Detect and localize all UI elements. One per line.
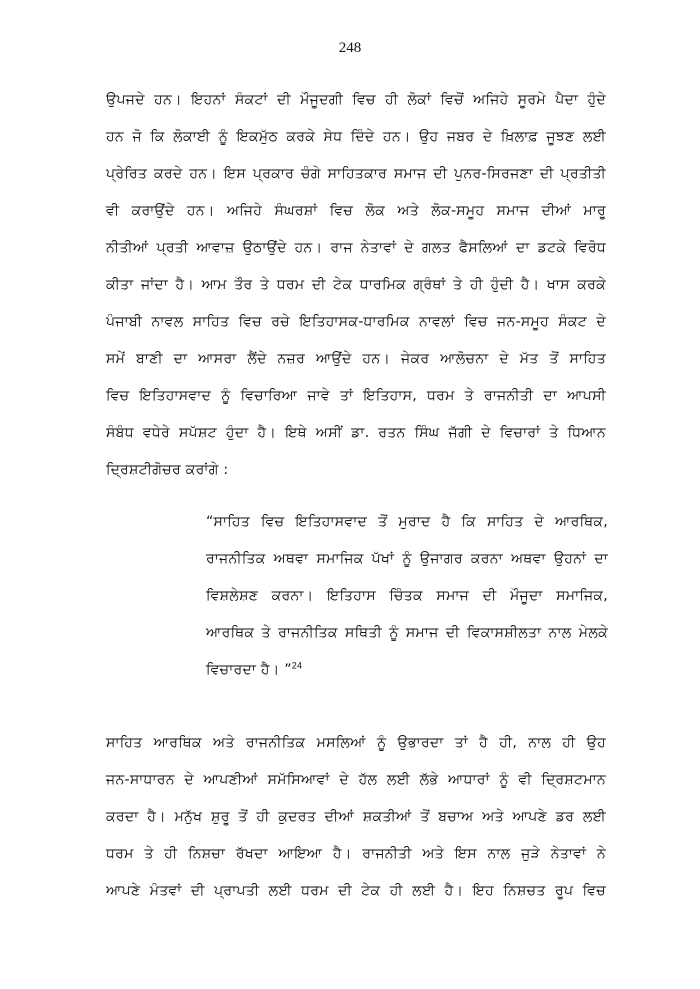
- text-line: ਨੀਤੀਆਂ ਪ੍ਰਤੀ ਆਵਾਜ਼ ਉਠਾਉਂਦੇ ਹਨ। ਰਾਜ ਨੇਤਾਵਾਂ ਦੇ ਗਲਤ ਫੈਸਲਿਆਂ ਦਾ ਡਟਕੇ ਵਿਰੋਧ: [106, 240, 606, 256]
- footnote-reference: 24: [291, 660, 303, 671]
- text-line: ਸਮੇਂ ਬਾਣੀ ਦਾ ਆਸਰਾ ਲੈਂਦੇ ਨਜ਼ਰ ਆਉਂਦੇ ਹਨ। ਜੇਕਰ ਆਲੋਚਨਾ ਦੇ ਮੱਤ ਤੋਂ ਸਾਹਿਤ: [106, 351, 606, 367]
- text-line: ਵੀ ਕਰਾਉਂਦੇ ਹਨ। ਅਜਿਹੇ ਸੰਘਰਸ਼ਾਂ ਵਿਚ ਲੋਕ ਅਤੇ ਲੋਕ-ਸਮੂਹ ਸਮਾਜ ਦੀਆਂ ਮਾਰੂ: [106, 203, 606, 219]
- text-line: ਕੀਤਾ ਜਾਂਦਾ ਹੈ। ਆਮ ਤੌਰ ਤੇ ਧਰਮ ਦੀ ਟੇਕ ਧਾਰਮਿਕ ਗ੍ਰੰਥਾਂ ਤੇ ਹੀ ਹੁੰਦੀ ਹੈ। ਖਾਸ ਕਰਕੇ: [106, 277, 606, 293]
- quote-line: ਰਾਜਨੀਤਿਕ ਅਥਵਾ ਸਮਾਜਿਕ ਪੱਖਾਂ ਨੂੰ ਉਜਾਗਰ ਕਰਨਾ ਅਥਵਾ ਉਹਨਾਂ ਦਾ: [206, 551, 608, 567]
- quote-line: ਵਿਸ਼ਲੇਸ਼ਣ ਕਰਨਾ। ਇਤਿਹਾਸ ਚਿੰਤਕ ਸਮਾਜ ਦੀ ਮੌਜੂਦਾ ਸਮਾਜਿਕ,: [206, 588, 608, 604]
- quote-line-last: [206, 660, 608, 680]
- text-line: ਸਾਹਿਤ ਆਰਥਿਕ ਅਤੇ ਰਾਜਨੀਤਿਕ ਮਸਲਿਆਂ ਨੂੰ ਉਭਾਰਦਾ ਤਾਂ ਹੈ ਹੀ, ਨਾਲ ਹੀ ਉਹ: [106, 735, 606, 751]
- text-line: ਦ੍ਰਿਸ਼ਟੀਗੋਚਰ ਕਰਾਂਗੇ :: [106, 462, 229, 478]
- quote-text: ਵਿਚਾਰਦਾ ਹੈ। ”: [206, 662, 292, 678]
- text-line: ਆਪਣੇ ਮੰਤਵਾਂ ਦੀ ਪ੍ਰਾਪਤੀ ਲਈ ਧਰਮ ਦੀ ਟੇਕ ਹੀ ਲਈ ਹੈ। ਇਹ ਨਿਸ਼ਚਤ ਰੂਪ ਵਿਚ: [106, 883, 606, 899]
- text-line: ਪੰਜਾਬੀ ਨਾਵਲ ਸਾਹਿਤ ਵਿਚ ਰਚੇ ਇਤਿਹਾਸਕ-ਧਾਰਮਿਕ ਨਾਵਲਾਂ ਵਿਚ ਜਨ-ਸਮੂਹ ਸੰਕਟ ਦੇ: [106, 314, 606, 330]
- text-line: ਧਰਮ ਤੇ ਹੀ ਨਿਸ਼ਚਾ ਰੱਖਦਾ ਆਇਆ ਹੈ। ਰਾਜਨੀਤੀ ਅਤੇ ਇਸ ਨਾਲ ਜੁੜੇ ਨੇਤਾਵਾਂ ਨੇ: [106, 846, 606, 862]
- text-line: ਪ੍ਰੇਰਿਤ ਕਰਦੇ ਹਨ। ਇਸ ਪ੍ਰਕਾਰ ਚੰਗੇ ਸਾਹਿਤਕਾਰ ਸਮਾਜ ਦੀ ਪੁਨਰ-ਸਿਰਜਣਾ ਦੀ ਪ੍ਰਤੀਤੀ: [106, 166, 606, 182]
- text-line: ਸੰਬੰਧ ਵਧੇਰੇ ਸਪੱਸ਼ਟ ਹੁੰਦਾ ਹੈ। ਇਥੇ ਅਸੀਂ ਡਾ. ਰਤਨ ਸਿੰਘ ਜੱਗੀ ਦੇ ਵਿਚਾਰਾਂ ਤੇ ਧਿਆਨ: [106, 425, 606, 441]
- text-line: ਜਨ-ਸਾਧਾਰਨ ਦੇ ਆਪਣੀਆਂ ਸਮੱਸਿਆਵਾਂ ਦੇ ਹੱਲ ਲਈ ਲੱਭੇ ਆਧਾਰਾਂ ਨੂੰ ਵੀ ਦ੍ਰਿਸ਼ਟਮਾਨ: [106, 772, 606, 788]
- quote-line: ਆਰਥਿਕ ਤੇ ਰਾਜਨੀਤਿਕ ਸਥਿਤੀ ਨੂੰ ਸਮਾਜ ਦੀ ਵਿਕਾਸਸ਼ੀਲਤਾ ਨਾਲ ਮੇਲਕੇ: [206, 625, 608, 641]
- text-line: ਵਿਚ ਇਤਿਹਾਸਵਾਦ ਨੂੰ ਵਿਚਾਰਿਆ ਜਾਵੇ ਤਾਂ ਇਤਿਹਾਸ, ਧਰਮ ਤੇ ਰਾਜਨੀਤੀ ਦਾ ਆਪਸੀ: [106, 388, 606, 404]
- quote-line: “ਸਾਹਿਤ ਵਿਚ ਇਤਿਹਾਸਵਾਦ ਤੋਂ ਮੁਰਾਦ ਹੈ ਕਿ ਸਾਹਿਤ ਦੇ ਆਰਥਿਕ,: [206, 514, 608, 530]
- page-number: 248: [338, 40, 362, 56]
- text-line: ਕਰਦਾ ਹੈ। ਮਨੁੱਖ ਸ਼ੁਰੂ ਤੋਂ ਹੀ ਕੁਦਰਤ ਦੀਆਂ ਸ਼ਕਤੀਆਂ ਤੋਂ ਬਚਾਅ ਅਤੇ ਆਪਣੇ ਡਰ ਲਈ: [106, 809, 606, 825]
- text-line: ਹਨ ਜੋ ਕਿ ਲੋਕਾਈ ਨੂੰ ਇਕਮੁੱਠ ਕਰਕੇ ਸੇਧ ਦਿੰਦੇ ਹਨ। ਉਹ ਜਬਰ ਦੇ ਖ਼ਿਲਾਫ਼ ਜੂਝਣ ਲਈ: [106, 129, 606, 145]
- text-line: ਉਪਜਦੇ ਹਨ। ਇਹਨਾਂ ਸੰਕਟਾਂ ਦੀ ਮੌਜੂਦਗੀ ਵਿਚ ਹੀ ਲੋਕਾਂ ਵਿਚੋਂ ਅਜਿਹੇ ਸੂਰਮੇ ਪੈਦਾ ਹੁੰਦੇ: [106, 92, 606, 108]
